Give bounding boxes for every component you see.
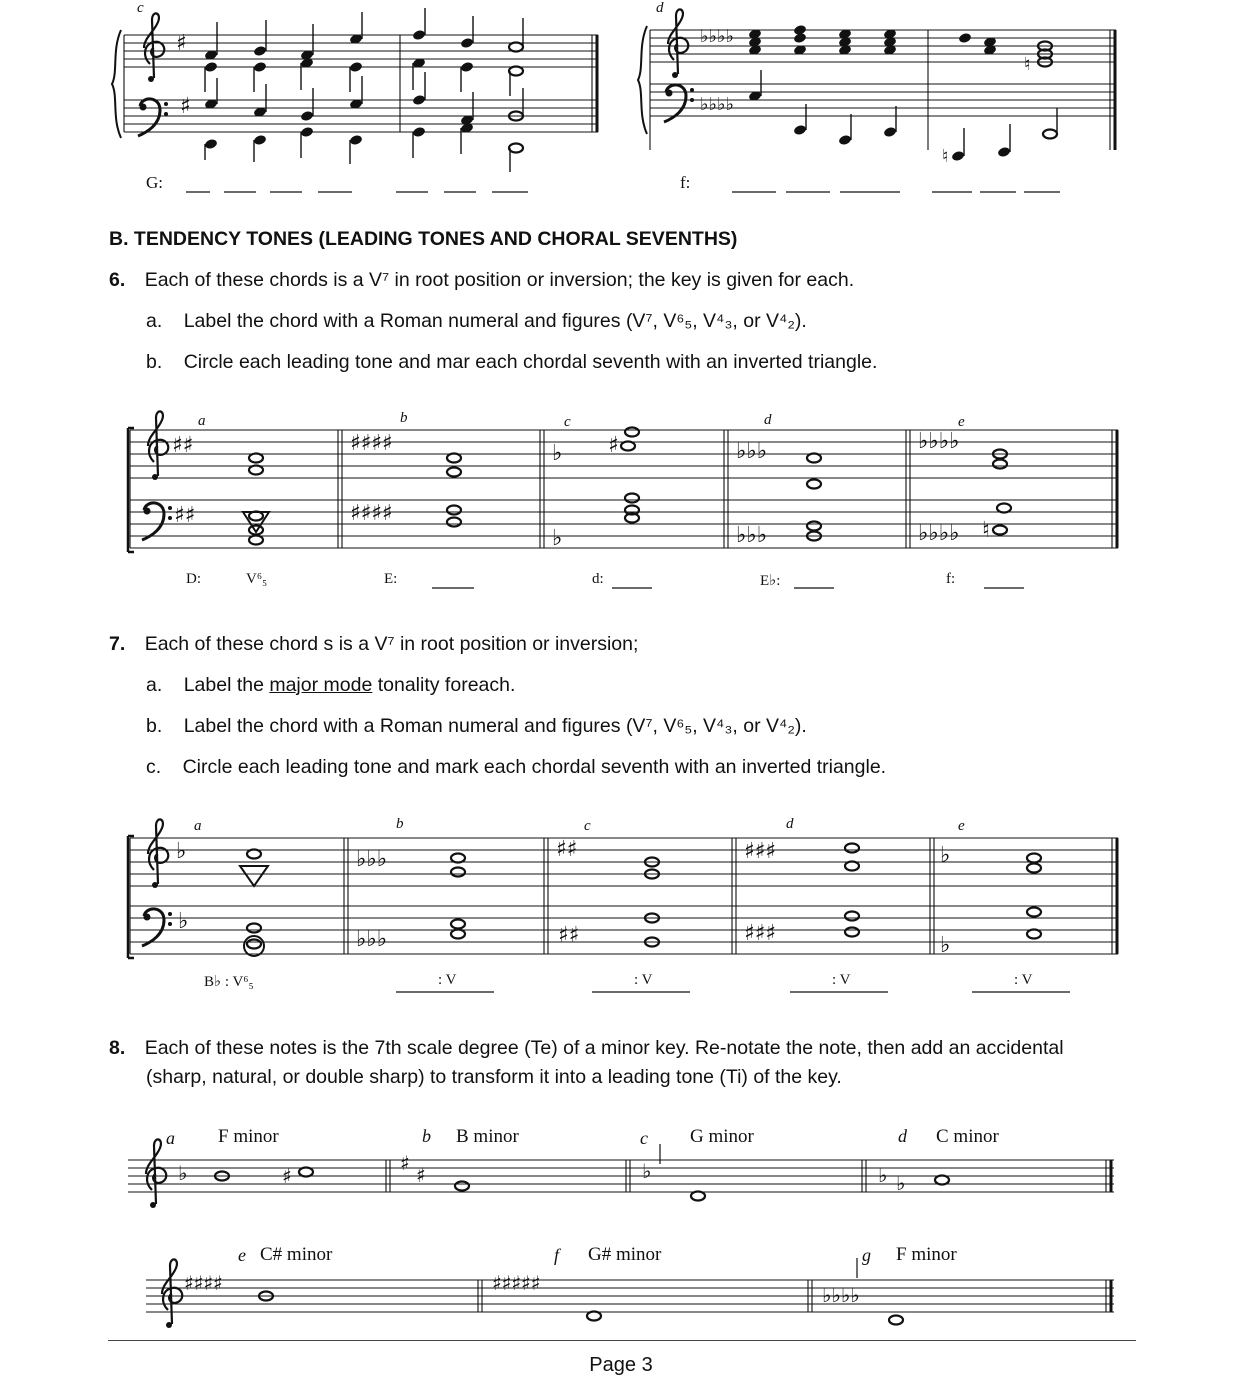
q8-text-line2: (sharp, natural, or double sharp) to transform it into a leading tone (Ti) of the key.	[146, 1066, 842, 1088]
q6-example-d-key: E♭:	[760, 573, 781, 589]
q8-e-key: C# minor	[260, 1244, 333, 1265]
svg-text:♭♭♭♭: ♭♭♭♭	[918, 429, 960, 454]
q7-item-c-text: Circle each leading tone and mark each chordal seventh with an inverted triangle.	[182, 756, 887, 778]
svg-text:♯♯♯♯♯: ♯♯♯♯♯	[492, 1271, 541, 1295]
svg-text:♭: ♭	[178, 1161, 188, 1185]
q7-item-a-post: tonality foreach.	[372, 674, 516, 696]
svg-text:♯♯♯♯: ♯♯♯♯	[184, 1271, 223, 1295]
q6-prompt	[109, 269, 854, 292]
q7-item-a-marker: a.	[146, 674, 163, 696]
q6-example-b-letter: b	[400, 410, 408, 426]
q8-text-line1: Each of these notes is the 7th scale degree (Te) of a minor key. Re-notate the note, then add an accidental	[144, 1037, 1064, 1059]
q8-f-letter: f	[554, 1245, 560, 1265]
q7-example-e-key: : V	[1014, 972, 1033, 988]
q8-b-key: B minor	[456, 1126, 519, 1147]
q8-f-key: G# minor	[588, 1244, 662, 1265]
q6-example-a-letter: a	[198, 413, 206, 429]
top-example-g-key: G:	[146, 173, 163, 192]
top-example-d-letter: d	[656, 0, 664, 16]
svg-text:♯: ♯	[180, 94, 191, 119]
svg-text:♯♯♯♯: ♯♯♯♯	[350, 501, 393, 526]
q8-c-letter: c	[640, 1128, 648, 1148]
q7-item-c	[146, 756, 886, 779]
q6-item-a	[146, 310, 807, 333]
q6-item-b	[146, 351, 877, 374]
q7-item-a-pre: Label the	[183, 674, 270, 696]
q7-number: 7.	[109, 633, 126, 655]
svg-text:♯♯: ♯♯	[172, 433, 194, 458]
svg-text:♯♯♯♯: ♯♯♯♯	[350, 431, 393, 456]
q7-example-a-letter: a	[194, 818, 202, 834]
q7-item-b-text: Label the chord with a Roman numeral and figures (V⁷, V⁶₅, V⁴₃, or V⁴₂).	[183, 715, 807, 737]
q8-d-key: C minor	[936, 1126, 999, 1147]
q6-example-e-letter: e	[958, 414, 965, 430]
svg-text:♭: ♭	[940, 843, 951, 868]
q6-example-a-answer: V⁶₅	[246, 571, 268, 587]
q8-d-letter: d	[898, 1126, 907, 1146]
section-b-title: B. TENDENCY TONES (LEADING TONES AND CHORAL SEVENTHS)	[109, 228, 738, 250]
q6-example-c-key: d:	[592, 571, 604, 587]
q8-prompt	[109, 1037, 1064, 1060]
q6-text: Each of these chords is a V⁷ in root position or inversion; the key is given for each.	[144, 269, 855, 291]
q6-item-a-marker: a.	[146, 310, 163, 332]
svg-text:♯♯♯: ♯♯♯	[744, 921, 776, 946]
svg-text:♭♭♭♭: ♭♭♭♭	[700, 26, 734, 47]
top-example-f-key: f:	[680, 173, 691, 192]
svg-text:♯♯: ♯♯	[174, 503, 196, 528]
q7-item-b-marker: b.	[146, 715, 163, 737]
q8-g-letter: g	[862, 1245, 871, 1265]
svg-text:♭: ♭	[642, 1159, 652, 1183]
svg-text:♮: ♮	[942, 146, 949, 167]
svg-text:♭♭♭: ♭♭♭	[356, 847, 388, 872]
svg-text:♯♯: ♯♯	[556, 837, 578, 862]
svg-text:♯: ♯	[608, 433, 619, 458]
q6-item-b-marker: b.	[146, 351, 163, 373]
page-number: Page 3	[589, 1354, 653, 1376]
svg-text:♭♭♭: ♭♭♭	[736, 523, 768, 548]
svg-text:♭: ♭	[896, 1171, 906, 1195]
svg-text:♭: ♭	[176, 839, 187, 864]
q6-item-b-text: Circle each leading tone and mar each chordal seventh with an inverted triangle.	[183, 351, 878, 373]
q6-example-b-key: E:	[384, 571, 398, 587]
q6-example-d-letter: d	[764, 412, 772, 428]
q8-a-letter: a	[166, 1128, 175, 1148]
q6-item-a-text: Label the chord with a Roman numeral and figures (V⁷, V⁶₅, V⁴₃, or V⁴₂).	[183, 310, 807, 332]
q7-example-d-key: : V	[832, 972, 851, 988]
q7-example-a-key: B♭ : V⁶₅	[204, 974, 254, 990]
svg-text:♭: ♭	[940, 933, 951, 958]
q8-g-key: F minor	[896, 1244, 957, 1265]
svg-text:♭♭♭♭: ♭♭♭♭	[918, 521, 960, 546]
q7-example-c-key: : V	[634, 972, 653, 988]
q7-prompt	[109, 633, 638, 656]
q6-number: 6.	[109, 269, 126, 291]
svg-text:♮: ♮	[1024, 54, 1031, 75]
svg-text:♭: ♭	[878, 1163, 888, 1187]
svg-text:♯♯♯: ♯♯♯	[744, 839, 776, 864]
q7-example-b-letter: b	[396, 816, 404, 832]
q7-example-c-letter: c	[584, 818, 591, 834]
svg-text:♯: ♯	[416, 1163, 426, 1187]
q7-example-e-letter: e	[958, 818, 965, 834]
svg-text:♯♯: ♯♯	[558, 923, 580, 948]
top-example-c-letter: c	[137, 0, 144, 16]
q8-b-letter: b	[422, 1126, 431, 1146]
svg-text:♭♭♭♭: ♭♭♭♭	[822, 1283, 860, 1307]
q7-text: Each of these chord s is a V⁷ in root position or inversion;	[144, 633, 639, 655]
q8-e-letter: e	[238, 1245, 246, 1265]
q7-example-d-letter: d	[786, 816, 794, 832]
q7-example-b-key: : V	[438, 972, 457, 988]
svg-text:♭♭♭: ♭♭♭	[736, 439, 768, 464]
q7-item-b	[146, 715, 807, 738]
q7-item-a-underlined: major mode	[269, 674, 373, 696]
svg-text:♯: ♯	[400, 1151, 410, 1175]
svg-text:♭: ♭	[552, 441, 563, 466]
svg-text:♭♭♭: ♭♭♭	[356, 927, 388, 952]
svg-text:♭: ♭	[178, 909, 189, 934]
svg-text:♮: ♮	[982, 518, 990, 543]
q7-item-c-marker: c.	[146, 756, 162, 778]
q6-example-e-key: f:	[946, 571, 956, 587]
svg-text:♭♭♭♭: ♭♭♭♭	[700, 94, 734, 115]
footer-rule	[108, 1340, 1136, 1341]
q8-number: 8.	[109, 1037, 126, 1059]
q6-example-c-letter: c	[564, 414, 571, 430]
q8-a-key: F minor	[218, 1126, 279, 1147]
svg-text:♯: ♯	[176, 31, 187, 56]
svg-text:♭: ♭	[552, 526, 563, 551]
q6-example-a-key: D:	[186, 571, 201, 587]
q7-item-a	[146, 674, 515, 697]
q8-c-key: G minor	[690, 1126, 754, 1147]
svg-text:♯: ♯	[282, 1164, 292, 1188]
